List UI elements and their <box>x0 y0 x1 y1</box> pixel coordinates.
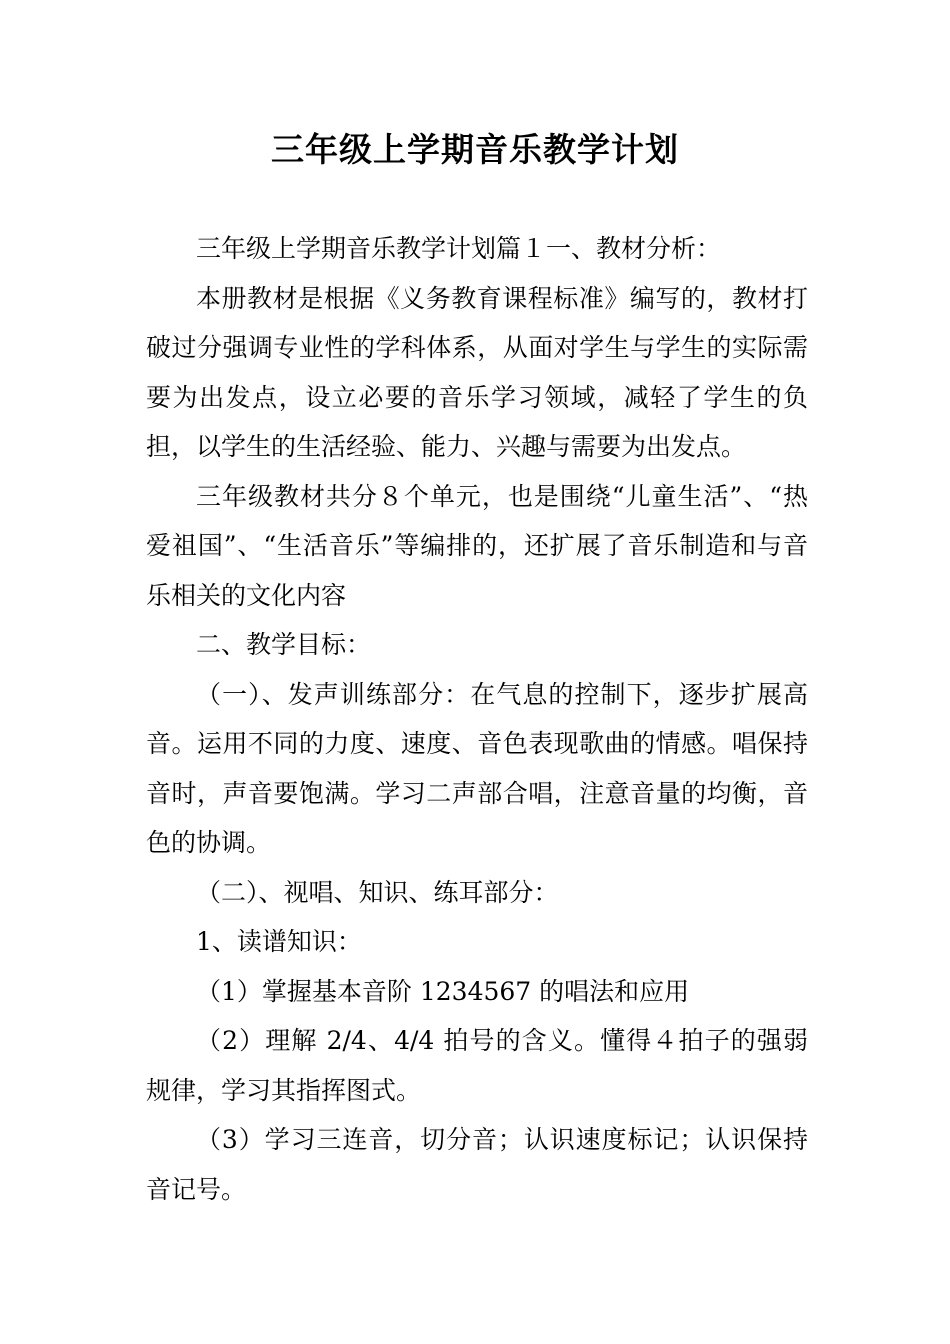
section-heading-goals: 二、教学目标： <box>196 630 372 659</box>
paragraph-units: 三年级教材共分８个单元，也是围绕“儿童生活”、“热爱祖国”、“生活音乐”等编排的，还扩展了音乐制造和与音乐相关的文化内容 <box>146 481 808 610</box>
paragraph-intro: 三年级上学期音乐教学计划篇１一、教材分析： <box>196 234 722 263</box>
document-body <box>146 224 808 1214</box>
paragraph-vocal-training: （一）、发声训练部分：在气息的控制下，逐步扩展高音。运用不同的力度、速度、音色表现歌曲的情感。唱保持音时，声音要饱满。学习二声部合唱，注意音量的均衡，音色的协调。 <box>146 679 808 857</box>
list-item-triplets: （3）学习三连音，切分音；认识速度标记；认识保持音记号。 <box>146 1125 808 1204</box>
list-item-time-signature: （2）理解 2/4、4/4 拍号的含义。懂得４拍子的强弱规律，学习其指挥图式。 <box>146 1026 808 1105</box>
subheading-reading-knowledge: 1、读谱知识： <box>196 927 362 956</box>
document-title: 三年级上学期音乐教学计划 <box>271 130 679 169</box>
subheading-sight-singing: （二）、视唱、知识、练耳部分： <box>196 877 559 907</box>
paragraph-textbook-description: 本册教材是根据《义务教育课程标准》编写的，教材打破过分强调专业性的学科体系，从面对学生与学生的实际需要为出发点，设立必要的音乐学习领域，减轻了学生的负担，以学生的生活经验、能力、兴趣与需要为出发点。 <box>146 283 808 461</box>
list-item-scale: （1）掌握基本音阶 1234567 的唱法和应用 <box>196 976 690 1006</box>
